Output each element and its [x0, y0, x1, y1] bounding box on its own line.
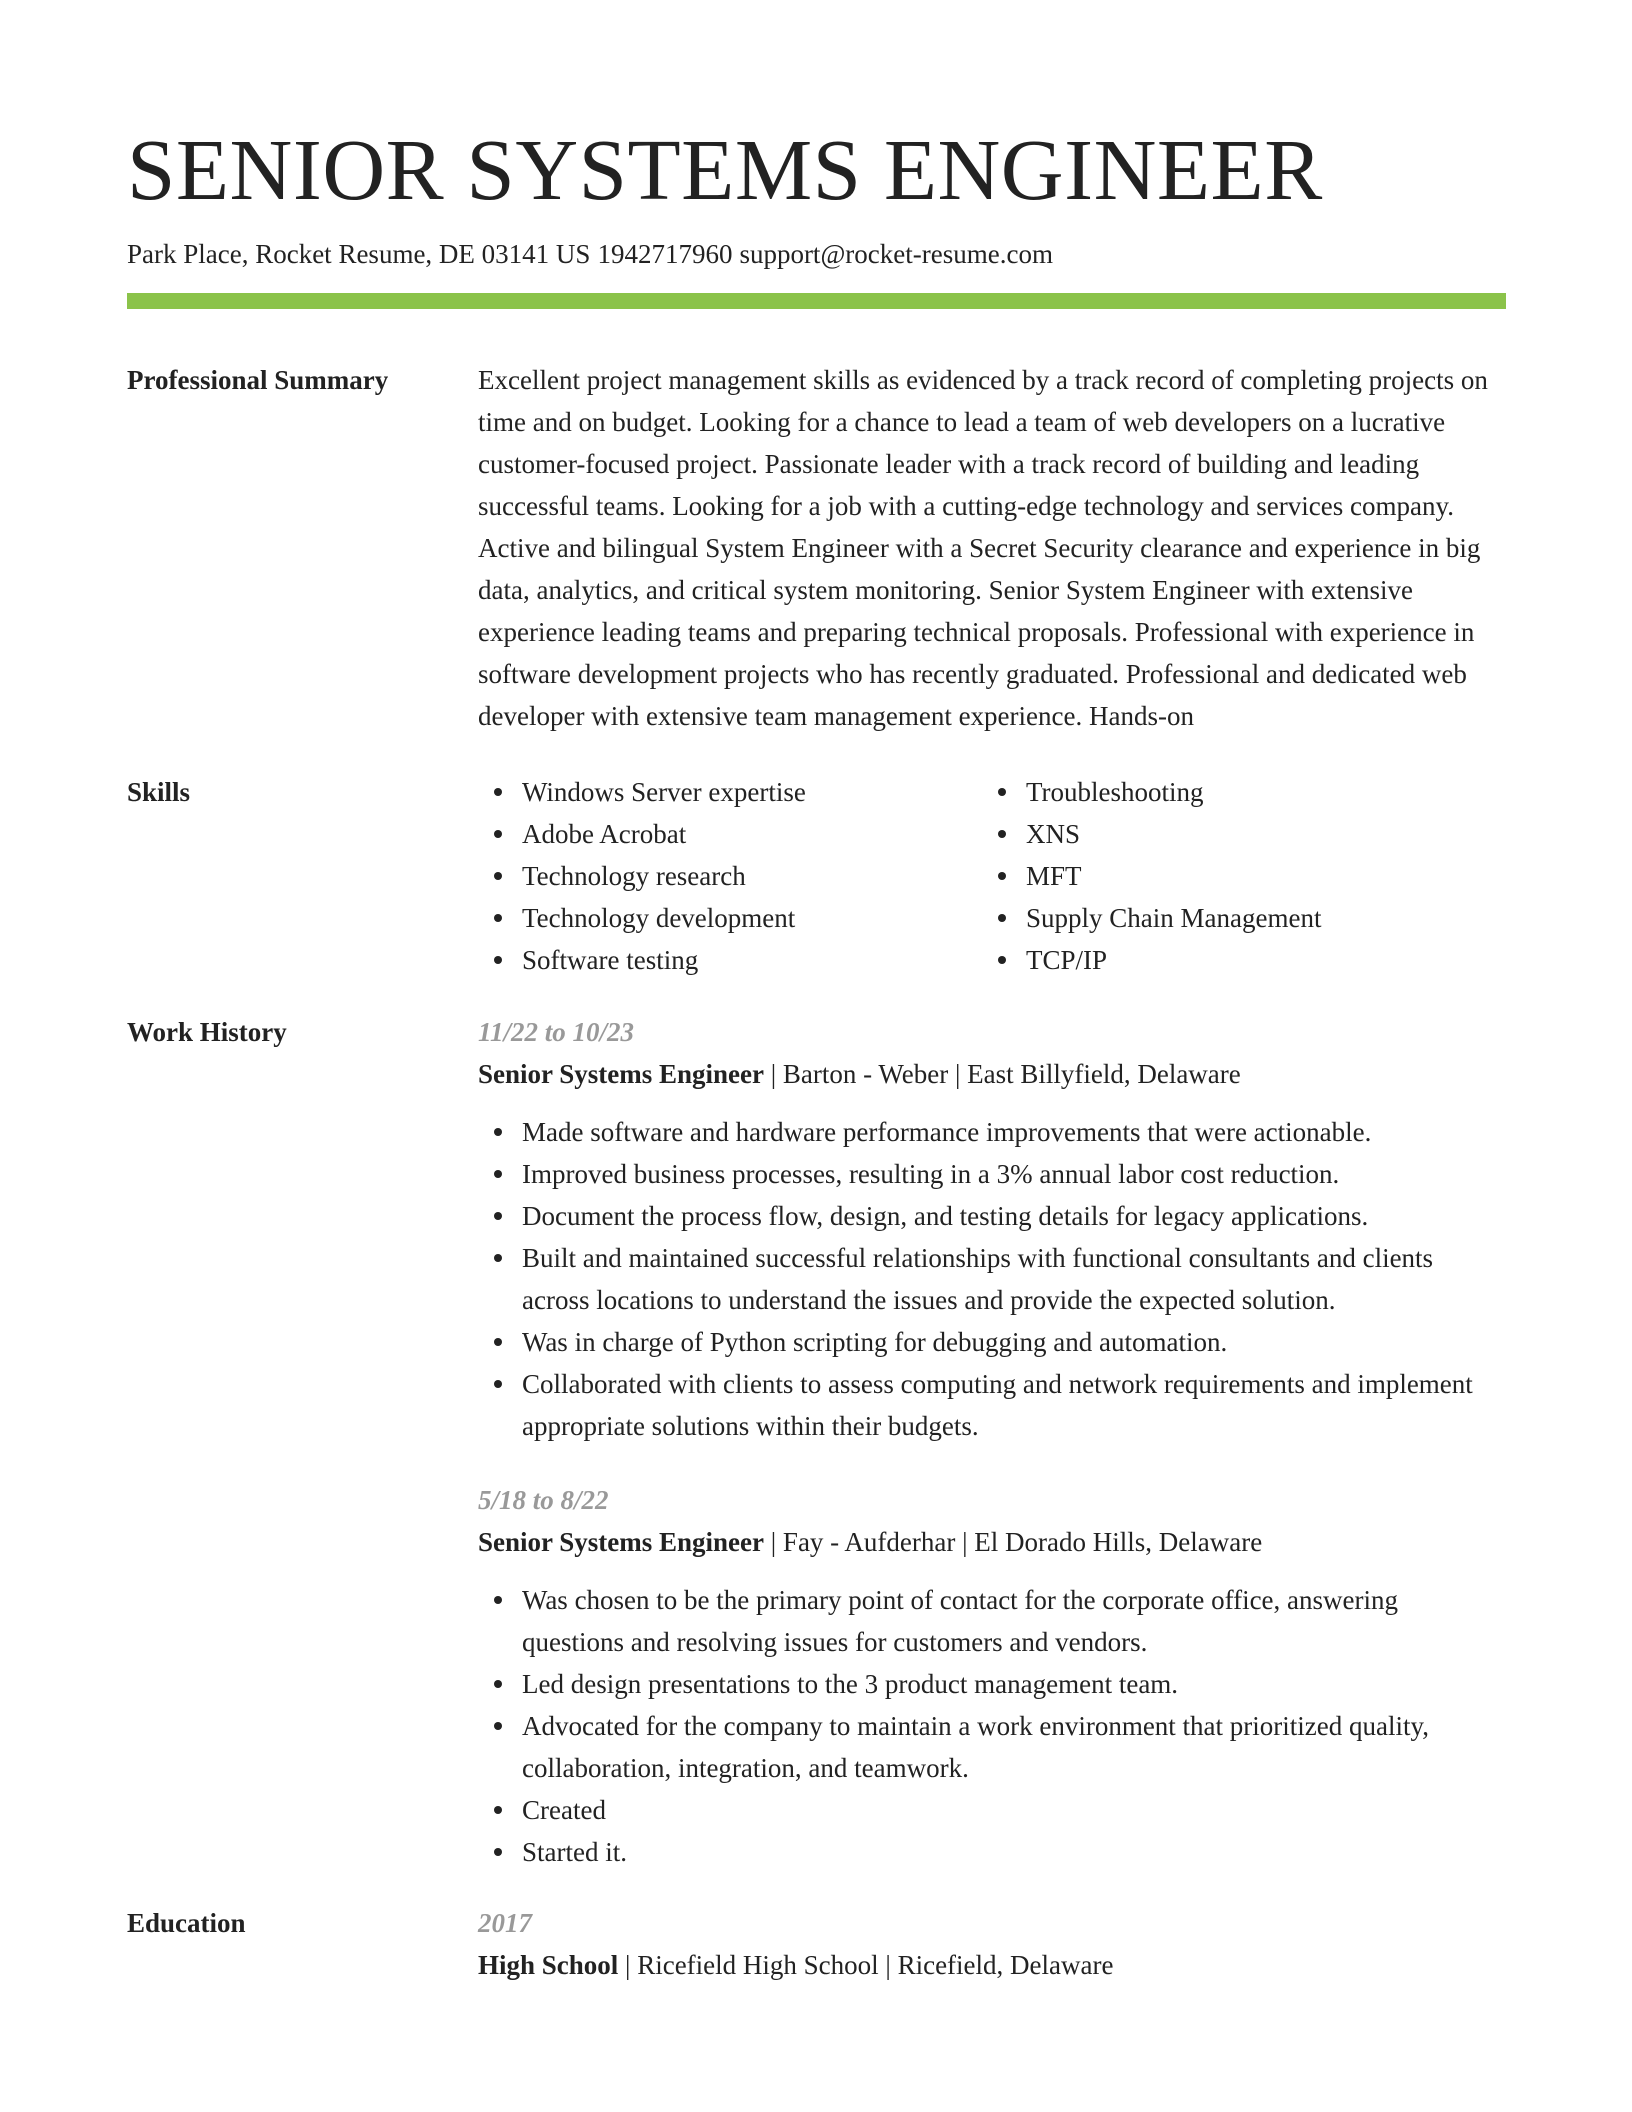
bullet-icon: [494, 1170, 502, 1178]
bullet-icon: [998, 830, 1006, 838]
job-company: Fay - Aufderhar: [782, 1527, 956, 1557]
resume-title: SENIOR SYSTEMS ENGINEER: [127, 121, 1323, 218]
bullet-icon: [494, 1722, 502, 1730]
contact-email: support@rocket-resume.com: [739, 239, 1053, 269]
skill-label: Adobe Acrobat: [522, 819, 687, 849]
skills-body: [478, 771, 1506, 981]
job-line: [478, 1053, 1506, 1095]
bullet-icon: [494, 1212, 502, 1220]
job-bullet: [522, 1237, 1506, 1321]
work-history-section: [127, 1011, 1506, 1873]
summary-heading: Professional Summary: [127, 365, 389, 395]
bullet-icon: [494, 1338, 502, 1346]
education-section: [127, 1902, 1506, 1986]
job-bullet: [522, 1153, 1506, 1195]
skills-list-right: [1026, 771, 1506, 981]
job-title: Senior Systems Engineer: [478, 1527, 765, 1557]
skill-label: Technology development: [522, 903, 796, 933]
education-location: Ricefield, Delaware: [897, 1950, 1114, 1980]
separator: |: [764, 1527, 783, 1557]
job-bullet: [522, 1111, 1506, 1153]
separator: |: [878, 1950, 898, 1980]
job-bullet-text: Was chosen to be the primary point of contact for the corporate office, answering questions and resolving issues for customers and vendors.: [522, 1585, 1399, 1657]
accent-divider: [127, 293, 1506, 309]
skill-item: [522, 813, 1026, 855]
separator: |: [618, 1950, 638, 1980]
job-line: [478, 1521, 1506, 1563]
job-bullets: [478, 1579, 1506, 1873]
bullet-icon: [494, 1380, 502, 1388]
skill-label: TCP/IP: [1026, 945, 1108, 975]
job-bullet-text: Created: [522, 1795, 606, 1825]
job-entry: [478, 1479, 1506, 1873]
job-bullet: [522, 1195, 1506, 1237]
job-bullet-text: Collaborated with clients to assess computing and network requirements and implement appropriate solutions within their budgets.: [522, 1369, 1473, 1441]
skill-label: XNS: [1026, 819, 1081, 849]
job-location: East Billyfield, Delaware: [967, 1059, 1241, 1089]
skill-label: Supply Chain Management: [1026, 903, 1322, 933]
contact-phone: 1942717960: [597, 239, 733, 269]
job-company: Barton - Weber: [782, 1059, 949, 1089]
bullet-icon: [494, 956, 502, 964]
education-heading: Education: [127, 1908, 246, 1938]
skill-label: Troubleshooting: [1026, 777, 1204, 807]
job-bullet-text: Started it.: [522, 1837, 627, 1867]
skill-label: MFT: [1026, 861, 1082, 891]
skill-label: Technology research: [522, 861, 746, 891]
bullet-icon: [494, 788, 502, 796]
bullet-icon: [494, 872, 502, 880]
job-bullet: [522, 1705, 1506, 1789]
bullet-icon: [494, 1848, 502, 1856]
bullet-icon: [998, 914, 1006, 922]
bullet-icon: [494, 1254, 502, 1262]
summary-section: [127, 359, 1506, 737]
job-bullet-text: Built and maintained successful relationships with functional consultants and clients across locations to understand the issues and provide the expected solution.: [522, 1243, 1434, 1315]
skill-item: [522, 897, 1026, 939]
bullet-icon: [998, 956, 1006, 964]
education-degree: High School: [478, 1950, 619, 1980]
bullet-icon: [494, 1596, 502, 1604]
skill-item: [1026, 813, 1506, 855]
separator: |: [948, 1059, 968, 1089]
job-bullet-text: Made software and hardware performance improvements that were actionable.: [522, 1117, 1372, 1147]
bullet-icon: [494, 914, 502, 922]
summary-text: Excellent project management skills as evidenced by a track record of completing projects on time and on budget. Looking for a chance to lead a team of web developers on a lucrative customer-focused project. Passionate leader with a track record of building and leading successful teams. Looking for a job with a cutting-edge technology and services company. Active and bilingual System Engineer with a Secret Security clearance and experience in big data, analytics, and critical system monitoring. Senior System Engineer with extensive experience leading teams and preparing technical proposals. Professional with experience in software development projects who has recently graduated. Professional and dedicated web developer with extensive team management experience. Hands-on: [478, 365, 1488, 731]
skill-item: [1026, 855, 1506, 897]
bullet-icon: [494, 830, 502, 838]
skill-item: [1026, 939, 1506, 981]
job-bullet: [522, 1579, 1506, 1663]
bullet-icon: [998, 872, 1006, 880]
work-history-body: [478, 1011, 1506, 1873]
skill-item: [522, 939, 1026, 981]
job-bullet-text: Was in charge of Python scripting for debugging and automation.: [522, 1327, 1228, 1357]
separator: |: [955, 1527, 975, 1557]
job-location: El Dorado Hills, Delaware: [974, 1527, 1263, 1557]
skills-section: [127, 771, 1506, 981]
education-school: Ricefield High School: [637, 1950, 879, 1980]
bullet-icon: [494, 1128, 502, 1136]
education-year: 2017: [478, 1908, 532, 1938]
bullet-icon: [494, 1806, 502, 1814]
skill-item: [1026, 897, 1506, 939]
education-body: [478, 1902, 1506, 1986]
job-bullet-text: Advocated for the company to maintain a work environment that prioritized quality, collaboration, integration, and teamwork.: [522, 1711, 1429, 1783]
skills-list-left: [478, 771, 1026, 981]
job-entry: [478, 1011, 1506, 1447]
skill-item: [522, 771, 1026, 813]
skill-label: Windows Server expertise: [522, 777, 806, 807]
skill-item: [1026, 771, 1506, 813]
job-title: Senior Systems Engineer: [478, 1059, 765, 1089]
job-dates: 11/22 to 10/23: [478, 1017, 635, 1047]
job-bullet: [522, 1831, 1506, 1873]
job-bullet-text: Improved business processes, resulting in a 3% annual labor cost reduction.: [522, 1159, 1340, 1189]
job-bullet: [522, 1663, 1506, 1705]
skills-heading: Skills: [127, 777, 191, 807]
job-bullet: [522, 1789, 1506, 1831]
job-bullets: [478, 1111, 1506, 1447]
education-line: [478, 1944, 1506, 1986]
skill-label: Software testing: [522, 945, 699, 975]
job-bullet-text: Document the process flow, design, and testing details for legacy applications.: [522, 1201, 1369, 1231]
separator: |: [764, 1059, 783, 1089]
job-bullet: [522, 1321, 1506, 1363]
bullet-icon: [494, 1680, 502, 1688]
bullet-icon: [998, 788, 1006, 796]
job-dates: 5/18 to 8/22: [478, 1485, 609, 1515]
job-bullet: [522, 1363, 1506, 1447]
skill-item: [522, 855, 1026, 897]
contact-address: Park Place, Rocket Resume, DE 03141 US: [127, 239, 591, 269]
job-bullet-text: Led design presentations to the 3 product management team.: [522, 1669, 1179, 1699]
contact-line: [127, 234, 1506, 274]
work-history-heading: Work History: [127, 1017, 287, 1047]
